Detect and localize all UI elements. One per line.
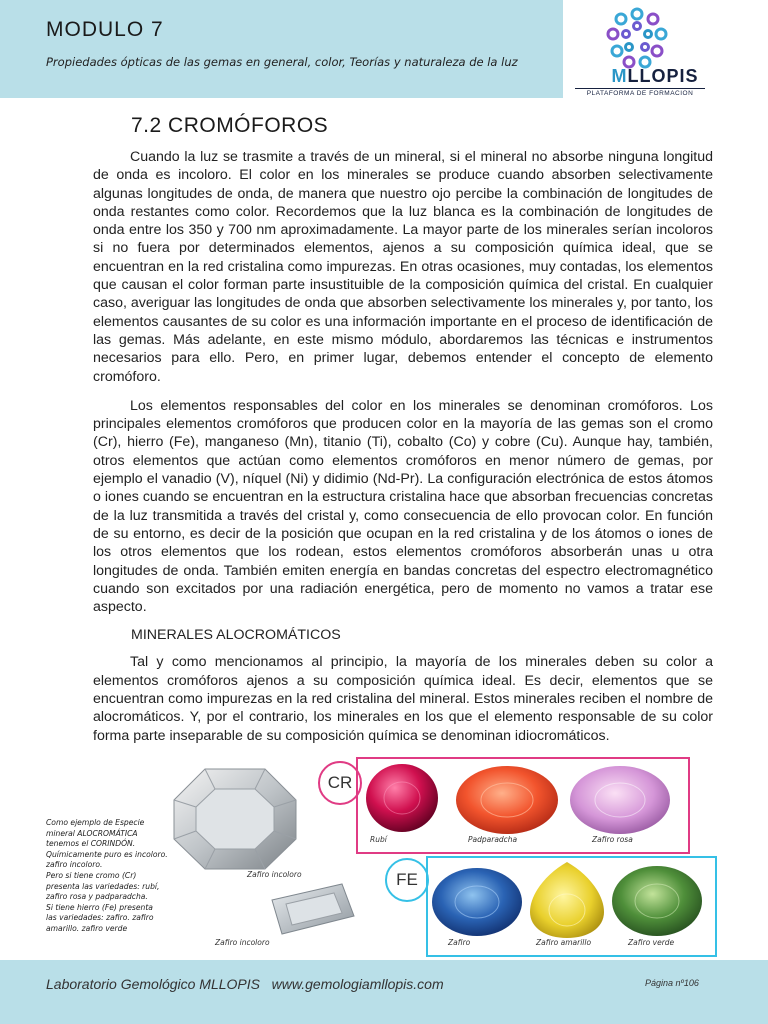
logo-flower-icon	[605, 6, 669, 70]
logo-name-prefix: M	[611, 66, 628, 86]
footer-lab-name: Laboratorio Gemológico MLLOPIS	[46, 976, 260, 992]
module-title: MODULO 7	[46, 18, 164, 41]
colorless-sapphire-baguette	[262, 880, 358, 938]
page-number: Página nº106	[645, 978, 699, 988]
footer-text	[46, 976, 444, 992]
colorless-label-2: Zafiro incoloro	[215, 938, 270, 947]
caption-line: las variedades: zafiro. zafiro	[46, 913, 154, 923]
blue-sapphire-gem	[430, 866, 524, 938]
caption-line: Químicamente puro es incoloro.	[46, 849, 168, 859]
gem-label-zafiro: Zafiro	[448, 938, 471, 947]
colorless-sapphire-octagon	[170, 765, 300, 873]
colorless-label-1: Zafiro incoloro	[247, 870, 302, 879]
section-title: 7.2 CROMÓFOROS	[131, 114, 329, 137]
gem-label-rubi: Rubí	[370, 835, 387, 844]
gem-label-zafiro-verde: Zafiro verde	[628, 938, 675, 947]
caption-line: presenta las variedades: rubí,	[46, 881, 160, 891]
footer-website: www.gemologiamllopis.com	[271, 976, 444, 992]
gem-label-zafiro-amarillo: Zafiro amarillo	[536, 938, 592, 947]
gem-label-zafiro-rosa: Zafiro rosa	[592, 835, 633, 844]
green-sapphire-gem	[610, 864, 704, 938]
logo-name	[580, 66, 730, 87]
subheading-alocromaticos: MINERALES ALOCROMÁTICOS	[131, 627, 341, 644]
paragraph-2: Los elementos responsables del color en los minerales se denominan cromóforos. Los principales elementos cromóforos que producen color en la mayoría de las gemas son el cromo (Cr), hierro (Fe), manganeso (Mn), titanio (Ti), cobalto (Co) y cobre (Cu). Aunque hay, también, otros elementos que actúan como elementos cromóforos en menor número de gemas, por ejemplo el vanadio (V), níquel (Ni) y didimio (Nd-Pr). La configuración electrónica de estos átomos o iones cuando se encuentran en la estructura cristalina hace que absorban frecuencias concretas de la luz transmitida a través del cristal y, como consecuencia de ello provocan color. En función de su entorno, es decir de la posición que ocupan en la red cristalina y de los átomos o iones de los otros elementos que los rodean, estos elementos cromóforos absorberán unas u otra longitudes de onda. También emiten energía en bandas concretas del espectro electromagnético cuando son excitados por una radiación energética, pero de momento no vamos a tratar ese aspecto.	[93, 397, 713, 616]
paragraph-3: Tal y como mencionamos al principio, la mayoría de los minerales deben su color a elementos cromóforos ajenos a su composición química ideal. Es decir, elementos que se encuentran como impurezas en la red cristalina del mineral. Estos minerales reciben el nombre de alocromáticos. Y, por el contrario, los minerales en los que el elemento responsable de su color forma parte inseparable de su composición química se denominan idiocromáticos.	[93, 654, 713, 744]
main-content	[93, 108, 713, 756]
caption-line: amarillo. zafiro verde	[46, 923, 128, 933]
gem-label-padparadcha: Padparadcha	[468, 835, 518, 844]
caption-line: Si tiene hierro (Fe) presenta	[46, 902, 153, 912]
pink-sapphire-gem	[568, 764, 672, 836]
ruby-gem	[364, 762, 440, 834]
fe-element-badge: FE	[385, 858, 429, 902]
cr-element-badge: CR	[318, 761, 362, 805]
caption-line: Pero si tiene cromo (Cr)	[46, 870, 137, 880]
module-subtitle: Propiedades ópticas de las gemas en general, color, Teorías y naturaleza de la luz	[46, 55, 518, 69]
caption-line: tenemos el CORINDÓN.	[46, 839, 136, 849]
caption-line: zafiro rosa y padparadcha.	[46, 892, 148, 902]
caption-line: mineral ALOCROMÁTICA	[46, 828, 138, 838]
footer-band	[0, 960, 768, 1024]
paragraph-1: Cuando la luz se trasmite a través de un mineral, si el mineral no absorbe ninguna longitud de onda es incoloro. El color en los minerales se produce cuando absorben selectivamente algunas longitudes de onda, de manera que nuestro ojo percibe la combinación de longitudes de onda restantes como color. Recordemos que la luz blanca es la combinación de longitudes de onda entre los 350 y 700 nm aproximadamente. La mayor parte de los minerales serían incoloros si no fuera por determinados elementos, ajenos a su composición química ideal, que se encuentran en la red cristalina como impurezas. En otras ocasiones, muy contadas, los elementos que causan el color forman parte insustituible de la composición química del cristal. En cualquier caso, averiguar las longitudes de onda que absorben selectivamente los minerales y, por tanto, los elementos causantes de su color es una información importante en el proceso de identificación de las gemas. Más adelante, en este mismo módulo, abordaremos las técnicas e instrumentos necesarios para ello. Pero, en primer lugar, debemos entender el concepto de elemento cromóforo.	[93, 149, 713, 385]
yellow-sapphire-gem	[528, 860, 606, 940]
padparadcha-gem	[454, 764, 560, 836]
logo-tagline: PLATAFORMA DE FORMACION	[575, 88, 705, 97]
caption-line: zafiro incoloro.	[46, 860, 103, 870]
logo-name-rest: LLOPIS	[627, 66, 699, 86]
caption-line: Como ejemplo de Especie	[46, 818, 145, 827]
